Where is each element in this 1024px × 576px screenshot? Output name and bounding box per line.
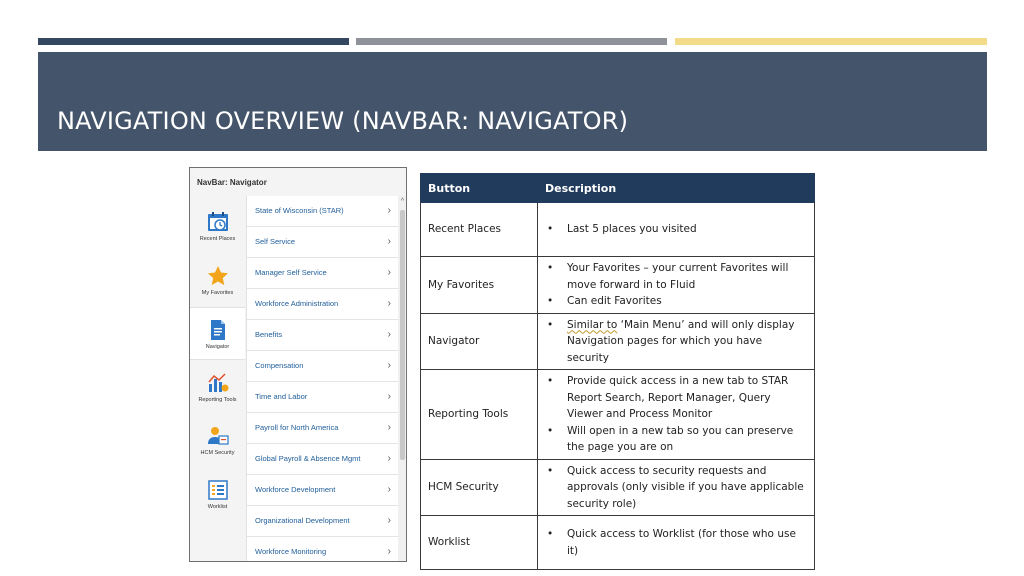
slide-title: NAVIGATION OVERVIEW (NAVBAR: NAVIGATOR)	[57, 107, 629, 135]
bullet: • Last 5 places you visited	[545, 221, 807, 238]
nav-item-manager-self-service[interactable]: Manager Self Service ›	[247, 258, 399, 289]
navigator-scrollbar[interactable]	[398, 196, 407, 562]
chevron-right-icon: ›	[387, 515, 391, 526]
nav-item-workforce-administration[interactable]: Workforce Administration ›	[247, 289, 399, 320]
bullet: • Your Favorites – your current Favorites will move forward in to Fluid	[545, 260, 807, 293]
chevron-right-icon: ›	[387, 236, 391, 247]
nav-item-self-service[interactable]: Self Service ›	[247, 227, 399, 258]
tile-worklist[interactable]: Worklist	[190, 468, 245, 521]
cell-description	[538, 516, 815, 570]
cell-button: My Favorites	[421, 257, 538, 314]
table-header-row	[421, 174, 815, 203]
document-icon	[206, 318, 230, 342]
bullet: • Provide quick access in a new tab to STAR Report Search, Report Manager, Query Viewer and Process Monitor	[545, 373, 807, 423]
tile-recent-places[interactable]: Recent Places	[190, 200, 245, 253]
nav-item-state-of-wisconsin[interactable]: State of Wisconsin (STAR) ›	[247, 196, 399, 227]
navigator-menu-list	[246, 196, 398, 562]
nav-item-payroll-north-america[interactable]: Payroll for North America ›	[247, 413, 399, 444]
cell-description	[538, 203, 815, 257]
chevron-right-icon: ›	[387, 267, 391, 278]
worklist-icon	[206, 478, 230, 502]
chevron-right-icon: ›	[387, 422, 391, 433]
chevron-right-icon: ›	[387, 484, 391, 495]
tile-my-favorites[interactable]: My Favorites	[190, 254, 245, 307]
nav-item-time-and-labor[interactable]: Time and Labor ›	[247, 382, 399, 413]
bar-chart-icon	[206, 371, 230, 395]
navbar-navigator-panel	[189, 167, 407, 562]
nav-item-benefits[interactable]: Benefits ›	[247, 320, 399, 351]
cell-description	[538, 370, 815, 460]
accent-bar-gray	[356, 38, 667, 45]
table-row	[421, 516, 815, 570]
bullet: • Quick access to security requests and approvals (only visible if you have applicable security role)	[545, 463, 807, 513]
cell-button: Reporting Tools	[421, 370, 538, 460]
navbar-title: NavBar: Navigator	[197, 178, 267, 187]
spellcheck-underlined-text: Similar to	[567, 318, 618, 331]
navbar-tiles	[190, 196, 245, 562]
chevron-right-icon: ›	[387, 298, 391, 309]
chevron-right-icon: ›	[387, 453, 391, 464]
table-row	[421, 370, 815, 460]
nav-item-organizational-development[interactable]: Organizational Development ›	[247, 506, 399, 537]
table-row	[421, 459, 815, 516]
bullet: • Can edit Favorites	[545, 293, 807, 310]
nav-item-workforce-monitoring[interactable]: Workforce Monitoring ›	[247, 537, 399, 562]
title-banner	[38, 52, 987, 151]
chevron-right-icon: ›	[387, 546, 391, 557]
button-description-table	[420, 173, 815, 570]
accent-bar-dark	[38, 38, 349, 45]
scroll-thumb[interactable]	[400, 210, 405, 460]
tile-hcm-security[interactable]: HCM Security	[190, 414, 245, 467]
table-row	[421, 257, 815, 314]
nav-item-global-payroll[interactable]: Global Payroll & Absence Mgmt ›	[247, 444, 399, 475]
header-description: Description	[538, 174, 815, 203]
chevron-right-icon: ›	[387, 329, 391, 340]
tile-reporting-tools[interactable]: Reporting Tools	[190, 361, 245, 414]
accent-bar-yellow	[675, 38, 987, 45]
star-icon	[206, 264, 230, 288]
nav-item-compensation[interactable]: Compensation ›	[247, 351, 399, 382]
cell-button: Recent Places	[421, 203, 538, 257]
clock-calendar-icon	[206, 210, 230, 234]
cell-description	[538, 313, 815, 370]
header-button: Button	[421, 174, 538, 203]
security-person-icon	[206, 424, 230, 448]
cell-description	[538, 257, 815, 314]
scroll-up-icon[interactable]: ^	[400, 198, 405, 205]
chevron-right-icon: ›	[387, 360, 391, 371]
tile-navigator[interactable]: Navigator	[190, 307, 245, 360]
chevron-right-icon: ›	[387, 205, 391, 216]
chevron-right-icon: ›	[387, 391, 391, 402]
bullet: • Similar to ‘Main Menu’ and will only display Navigation pages for which you have security	[545, 317, 807, 367]
bullet: • Will open in a new tab so you can preserve the page you are on	[545, 423, 807, 456]
table-row	[421, 313, 815, 370]
cell-button: Worklist	[421, 516, 538, 570]
bullet: • Quick access to Worklist (for those who use it)	[545, 526, 807, 559]
table-row	[421, 203, 815, 257]
cell-button: HCM Security	[421, 459, 538, 516]
cell-description	[538, 459, 815, 516]
cell-button: Navigator	[421, 313, 538, 370]
nav-item-workforce-development[interactable]: Workforce Development ›	[247, 475, 399, 506]
